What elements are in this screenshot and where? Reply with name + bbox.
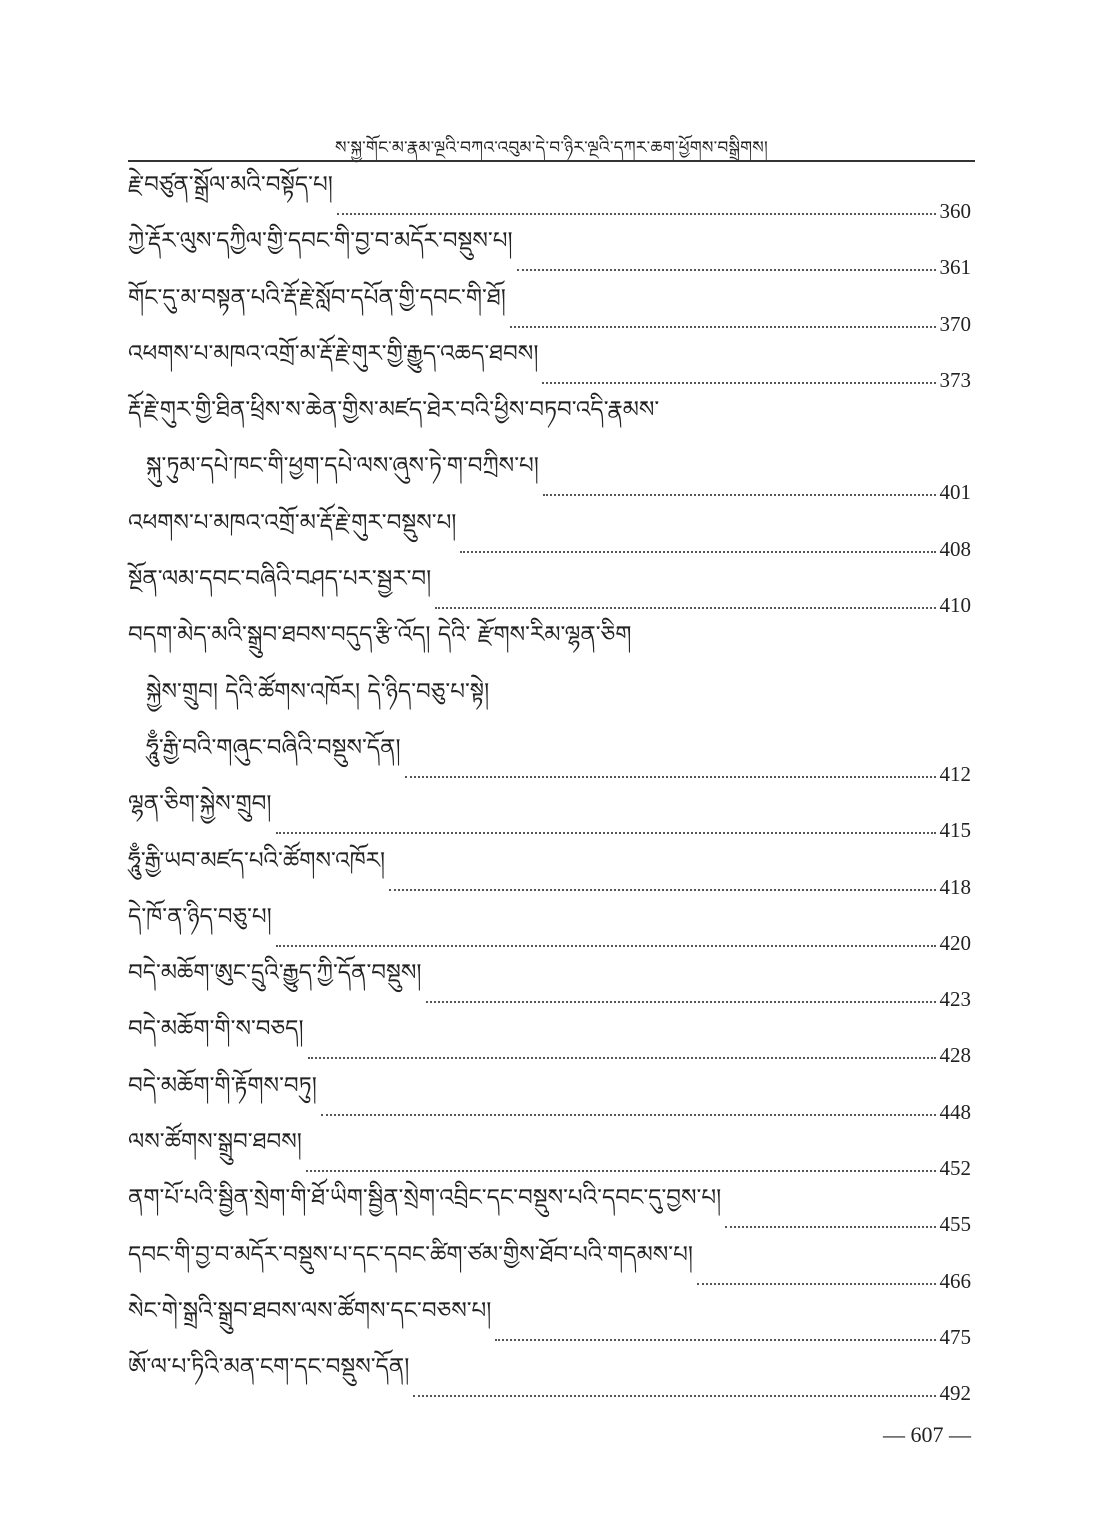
dot-leader bbox=[495, 1339, 935, 1341]
toc-entry-page: 408 bbox=[939, 536, 971, 561]
toc-entry-title: བདེ་མཆོག་གི་ས་བཅད། bbox=[128, 1016, 304, 1043]
dot-leader bbox=[389, 889, 935, 891]
toc-entry-page: 423 bbox=[939, 987, 971, 1012]
running-header: ས་སྐྱ་གོང་མ་རྣམ་ལྔའི་བཀའ་འབུམ་དེ་བ་ཉིར་ལྔའི་དཀར་ཆག་ཕྱོགས་བསྒྲིགས། bbox=[335, 138, 768, 158]
toc-entry-page: 475 bbox=[939, 1324, 971, 1349]
toc-entry-page: 412 bbox=[939, 761, 971, 786]
dot-leader bbox=[510, 326, 936, 328]
toc-entry-page: 418 bbox=[939, 874, 971, 899]
dot-leader bbox=[321, 1114, 936, 1116]
dot-leader bbox=[725, 1226, 935, 1228]
dot-leader bbox=[460, 551, 935, 553]
toc-entry-title: སྔོན་ལམ་དབང་བཞིའི་བཤད་པར་སྦྱར་བ། bbox=[128, 566, 432, 593]
toc-entry-title: འཕགས་པ་མཁའ་འགྲོ་མ་རྡོ་རྗེ་གུར་གྱི་རྒྱུད་འཆད་ཐབས། bbox=[128, 340, 539, 367]
toc-entry-page: 420 bbox=[939, 930, 971, 955]
toc-entry-page: 452 bbox=[939, 1156, 971, 1181]
page-number: — 607 — bbox=[883, 1422, 971, 1447]
dot-leader bbox=[405, 776, 936, 778]
dot-leader bbox=[517, 269, 936, 271]
toc-entry-page: 448 bbox=[939, 1099, 971, 1124]
toc-entry-title: སེང་གེ་སྒྲའི་སྒྲུབ་ཐབས་ལས་ཚོགས་དང་བཅས་པ། bbox=[128, 1297, 492, 1324]
toc-entry-page: 466 bbox=[939, 1268, 971, 1293]
toc-entry-page: 428 bbox=[939, 1043, 971, 1068]
toc-entry-title: ཀྱེ་རྡོར་ལུས་དཀྱིལ་གྱི་དབང་གི་བྱ་བ་མདོར་བསྡུས་པ། bbox=[128, 228, 513, 255]
dot-leader bbox=[543, 494, 936, 496]
toc-entry-title: གོང་དུ་མ་བསྟན་པའི་རྡོ་རྗེ་སློབ་དཔོན་གྱི་དབང་གི་ཐོ། bbox=[128, 284, 506, 311]
toc-entry-title: བདེ་མཆོག་གི་རྟོགས་བཏུ། bbox=[128, 1072, 317, 1099]
toc-entry-page: 373 bbox=[939, 367, 971, 392]
toc-entry-page: 401 bbox=[939, 480, 971, 505]
dot-leader bbox=[308, 1057, 936, 1059]
toc-entry-page: 370 bbox=[939, 311, 971, 336]
toc-entry-title: རྗེ་བཙུན་སྒྲོལ་མའི་བསྟོད་པ། bbox=[128, 172, 333, 198]
toc-entry-page: 360 bbox=[939, 199, 971, 223]
toc-entry-title: འཕགས་པ་མཁའ་འགྲོ་མ་རྡོ་རྗེ་གུར་བསྡུས་པ། bbox=[128, 509, 457, 536]
table-of-contents bbox=[128, 172, 971, 1421]
toc-entry-title: བདག་མེད་མའི་སྒྲུབ་ཐབས་བདུད་རྩི་འོད། དེའི་ རྫོགས་རིམ་ལྷན་ཅིག bbox=[128, 622, 632, 649]
toc-entry-title: བདེ་མཆོག་ཨུང་དྲུའི་རྒྱུད་ཀྱི་དོན་བསྡུས། bbox=[128, 960, 422, 987]
toc-entry-title: དེ་ཁོ་ན་ཉིད་བཅུ་པ། bbox=[128, 903, 272, 930]
toc-entry-title: དབང་གི་བྱ་བ་མདོར་བསྡུས་པ་དང་དབང་ཚིག་ཙམ་གྱིས་ཐོབ་པའི་གདམས་པ། bbox=[128, 1241, 693, 1268]
toc-entry-title: ཨོ་ལ་པ་ཏིའི་མན་ངག་དང་བསྡུས་དོན། bbox=[128, 1354, 410, 1381]
toc-entry-title: སྐྱེས་གྲུབ། དེའི་ཚོགས་འཁོར། དེ་ཉིད་བཅུ་པ་སྟེ། bbox=[146, 678, 490, 705]
toc-entry-title: ལྷན་ཅིག་སྐྱེས་གྲུབ། bbox=[128, 791, 272, 818]
toc-entry-title: ནག་པོ་པའི་སྦྱིན་སྲེག་གི་ཐོ་ཡིག་སྦྱིན་སྲེག་འབྲིང་དང་བསྡུས་པའི་དབང་དུ་བྱས་པ། bbox=[128, 1185, 722, 1212]
toc-entry-title: སྐུ་ཏུམ་དཔེ་ཁང་གི་ཕྱག་དཔེ་ལས་ཞུས་ཏེ་ག་བཀྲིས་པ། bbox=[146, 453, 539, 480]
toc-entry-title: རྡོ་རྗེ་གུར་གྱི་ཐིན་ཕྲིས་ས་ཆེན་གྱིས་མཛད་ཐེར་བའི་ཕྱིས་བཏབ་འདི་རྣམས་ bbox=[128, 397, 660, 424]
dot-leader bbox=[426, 1001, 936, 1003]
dot-leader bbox=[413, 1395, 935, 1397]
toc-entry-title: ཧཱུྃ་རྒྱི་བའི་གཞུང་བཞིའི་བསྡུས་དོན། bbox=[146, 734, 401, 761]
toc-entry-page: 492 bbox=[939, 1381, 971, 1406]
toc-entry[interactable] bbox=[128, 1354, 971, 1420]
toc-entry-title: ལས་ཚོགས་སྒྲུབ་ཐབས། bbox=[128, 1129, 302, 1156]
toc-entry-page: 361 bbox=[939, 255, 971, 280]
toc-entry-title: ཧཱུྃ་རྒྱི་ཡབ་མཛད་པའི་ཚོགས་འཁོར། bbox=[128, 847, 386, 874]
toc-entry-page: 415 bbox=[939, 818, 971, 843]
dot-leader bbox=[697, 1283, 936, 1285]
toc-entry-page: 410 bbox=[939, 593, 971, 618]
toc-entry-page: 455 bbox=[939, 1212, 971, 1237]
